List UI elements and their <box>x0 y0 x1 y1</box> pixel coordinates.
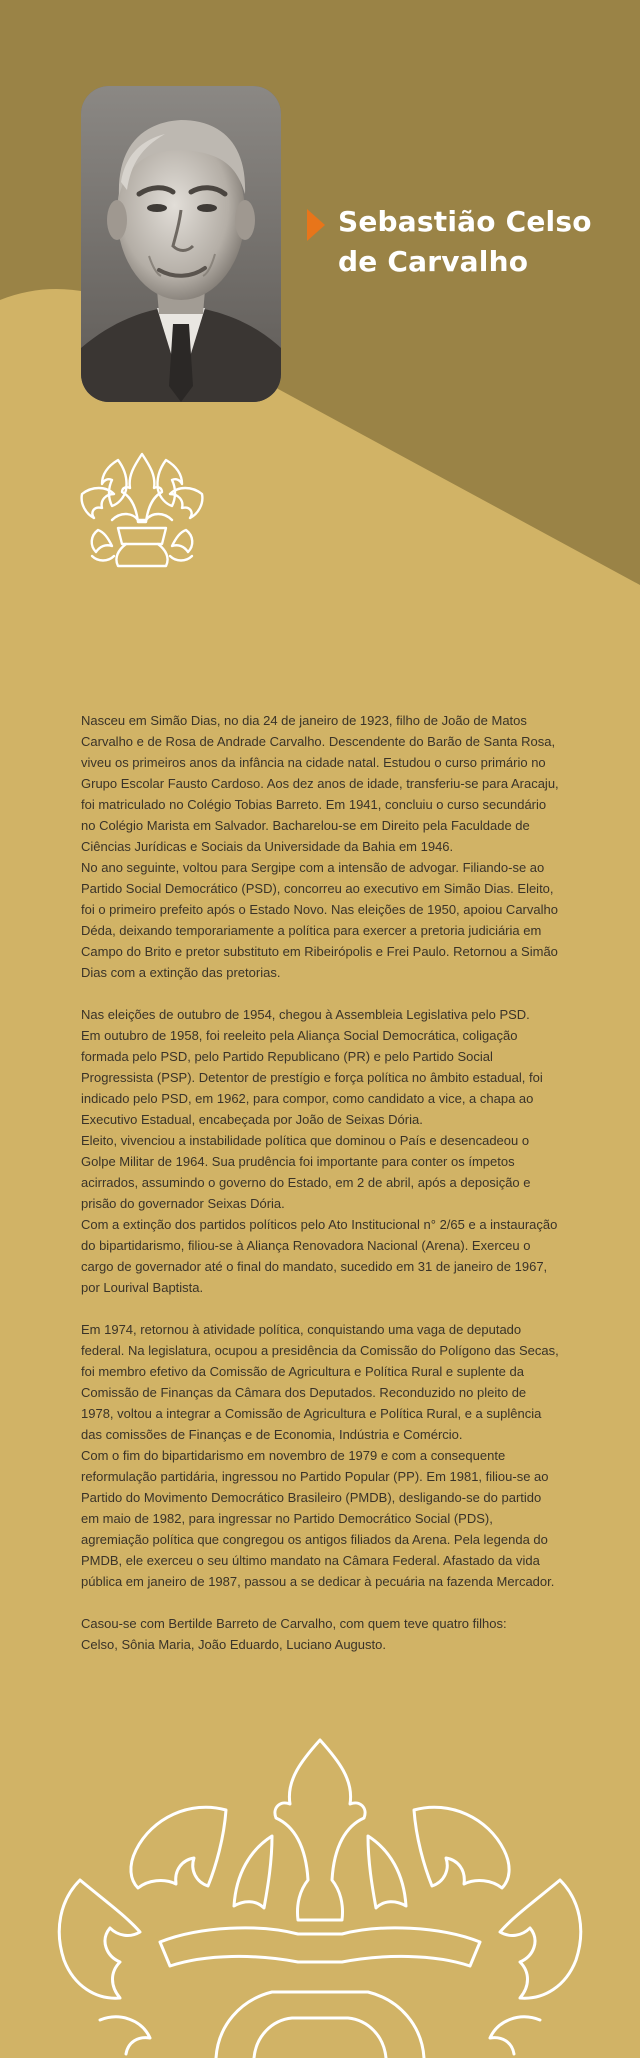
biography-paragraph-2: Nas eleições de outubro de 1954, chegou à Assembleia Legislativa pelo PSD. Em outubro de 1958, foi reeleito pela Aliança Social Democrática, coligação formada pelo PSD, pelo Partido Republicano (PR) e pelo Partido Social Progressista (PSP). Detentor de prestígio e força política no âmbito estadual, foi indicado pelo PSD, em 1962, para compor, como candidato a vice, a chapa ao Executivo Estadual, encabeçada por João de Seixas Dória. Eleito, vivenciou a instabilidade política que dominou o País e desencadeou o Golpe Militar de 1964. Sua prudência foi importante para conter os ímpetos acirrados, assumindo o governo do Estado, em 2 de abril, após a deposição e prisão do governador Seixas Dória. Com a extinção dos partidos políticos pelo Ato Institucional n° 2/65 e a instauração do bipartidarismo, filiou-se à Aliança Renovadora Nacional (Arena). Exerceu o cargo de governador até o final do mandato, sucedido em 31 de janeiro de 1967, por Lourival Baptista. <box>81 1007 558 1295</box>
portrait-illustration <box>81 86 281 402</box>
biography-paragraph-4: Casou-se com Bertilde Barreto de Carvalho, com quem teve quatro filhos: Celso, Sônia Maria, João Eduardo, Luciano Augusto. <box>81 1616 507 1652</box>
biography <box>81 710 561 1676</box>
page-title: Sebastião Celso de Carvalho <box>338 205 592 278</box>
biography-paragraph-1: Nasceu em Simão Dias, no dia 24 de janeiro de 1923, filho de João de Matos Carvalho e de Rosa de Andrade Carvalho. Descendente do Barão de Santa Rosa, viveu os primeiros anos da infância na cidade natal. Estudou o curso primário no Grupo Escolar Fausto Cardoso. Aos dez anos de idade, transferiu-se para Aracaju, foi matriculado no Colégio Tobias Barreto. Em 1941, concluiu o curso secundário no Colégio Marista em Salvador. Bacharelou-se em Direito pela Faculdade de Ciências Jurídicas e Sociais da Universidade da Bahia em 1946. No ano seguinte, voltou para Sergipe com a intensão de advogar. Filiando-se ao Partido Social Democrático (PSD), concorreu ao executivo em Simão Dias. Eleito, foi o primeiro prefeito após o Estado Novo. Nas eleições de 1950, apoiou Carvalho Déda, deixando temporariamente a política para exercer a pretoria judiciária em Campo do Brito e pretor substituto em Ribeirópolis e Frei Paulo. Retornou a Simão Dias com a extinção das pretorias. <box>81 713 559 980</box>
fleur-de-lis-emblem-large-icon <box>40 1730 600 2058</box>
biography-paragraph-3: Em 1974, retornou à atividade política, conquistando uma vaga de deputado federal. Na legislatura, ocupou a presidência da Comissão do Polígono das Secas, foi membro efetivo da Comissão de Agricultura e Política Rural e suplente da Comissão de Finanças da Câmara dos Deputados. Reconduzido no pleito de 1978, voltou a integrar a Comissão de Agricultura e Política Rural, e a suplência das comissões de Finanças e de Economia, Indústria e Comércio. Com o fim do bipartidarismo em novembro de 1979 e com a consequente reformulação partidária, ingressou no Partido Popular (PP). Em 1981, filiou-se ao Partido do Movimento Democrático Brasileiro (PMDB), desligando-se do partido em maio de 1982, para ingressar no Partido Democrático Social (PDS), agremiação política que congregou os antigos filiados da Arena. Pela legenda do PMDB, ele exerceu o seu último mandato na Câmara Federal. Afastado da vida pública em janeiro de 1987, passou a se dedicar à pecuária na fazenda Mercador. <box>81 1322 559 1589</box>
fleur-de-lis-emblem-icon <box>78 450 206 572</box>
title-arrow-icon <box>307 209 325 241</box>
portrait-photo <box>81 86 281 402</box>
